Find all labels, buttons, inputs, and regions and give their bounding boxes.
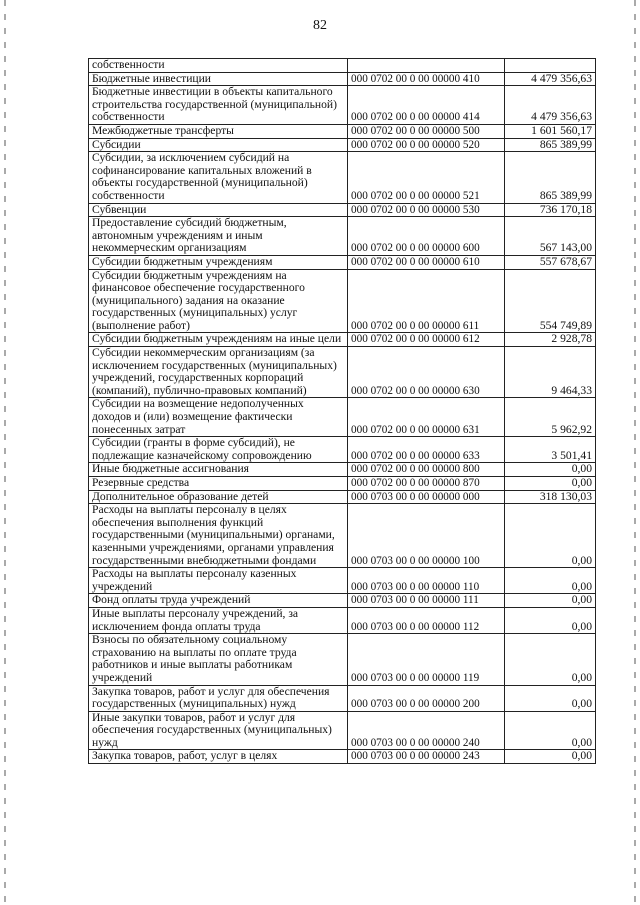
table-row [89, 463, 596, 477]
row-code-cell: 000 0702 00 0 00 00000 630 [348, 347, 505, 398]
scan-edge-left [4, 0, 6, 905]
row-amount-cell [505, 59, 596, 73]
row-amount-cell: 0,00 [505, 477, 596, 491]
scan-edge-right [634, 0, 636, 905]
row-amount-cell: 865 389,99 [505, 152, 596, 203]
row-name-cell: Субсидии бюджетным учреждениям на финансовое обеспечение государственного (муниципального) задания на оказание государственных (муниципальных) услуг (выполнение работ) [89, 269, 348, 333]
table-row [89, 711, 596, 750]
row-amount-cell: 0,00 [505, 607, 596, 633]
row-amount-cell: 318 130,03 [505, 490, 596, 504]
table-row [89, 685, 596, 711]
row-code-cell: 000 0702 00 0 00 00000 631 [348, 398, 505, 437]
row-code-cell: 000 0702 00 0 00 00000 410 [348, 72, 505, 86]
table-row [89, 607, 596, 633]
table-row [89, 634, 596, 685]
row-code-cell: 000 0703 00 0 00 00000 240 [348, 711, 505, 750]
row-amount-cell: 865 389,99 [505, 138, 596, 152]
row-name-cell: собственности [89, 59, 348, 73]
row-amount-cell: 567 143,00 [505, 217, 596, 256]
row-name-cell: Фонд оплаты труда учреждений [89, 594, 348, 608]
row-name-cell: Субсидии (гранты в форме субсидий), не подлежащие казначейскому сопровождению [89, 437, 348, 463]
table-row [89, 255, 596, 269]
row-name-cell: Расходы на выплаты персоналу в целях обеспечения выполнения функций государственными (муниципальными) органами, казенными учреждениями, органами управления государственными внебюджетными фондами [89, 504, 348, 568]
row-code-cell: 000 0703 00 0 00 00000 000 [348, 490, 505, 504]
table-row [89, 138, 596, 152]
table-row [89, 72, 596, 86]
table-row [89, 203, 596, 217]
row-name-cell: Межбюджетные трансферты [89, 124, 348, 138]
row-code-cell: 000 0702 00 0 00 00000 611 [348, 269, 505, 333]
row-code-cell: 000 0702 00 0 00 00000 610 [348, 255, 505, 269]
table-row [89, 398, 596, 437]
row-name-cell: Субсидии бюджетным учреждениям [89, 255, 348, 269]
table-row [89, 750, 596, 764]
row-amount-cell: 3 501,41 [505, 437, 596, 463]
row-amount-cell: 0,00 [505, 711, 596, 750]
row-code-cell: 000 0702 00 0 00 00000 414 [348, 86, 505, 125]
table-row [89, 437, 596, 463]
page-number: 82 [313, 18, 327, 33]
row-amount-cell: 0,00 [505, 594, 596, 608]
row-amount-cell: 736 170,18 [505, 203, 596, 217]
row-name-cell: Субсидии некоммерческим организациям (за исключением государственных (муниципальных) учреждений, государственных корпораций (компаний), публично-правовых компаний) [89, 347, 348, 398]
table-row [89, 152, 596, 203]
row-code-cell: 000 0703 00 0 00 00000 243 [348, 750, 505, 764]
row-code-cell: 000 0702 00 0 00 00000 500 [348, 124, 505, 138]
row-code-cell: 000 0702 00 0 00 00000 521 [348, 152, 505, 203]
row-code-cell: 000 0703 00 0 00 00000 111 [348, 594, 505, 608]
table-row [89, 477, 596, 491]
row-code-cell: 000 0702 00 0 00 00000 520 [348, 138, 505, 152]
table-row [89, 217, 596, 256]
row-name-cell: Бюджетные инвестиции [89, 72, 348, 86]
row-amount-cell: 0,00 [505, 750, 596, 764]
row-code-cell: 000 0702 00 0 00 00000 612 [348, 333, 505, 347]
table-row [89, 59, 596, 73]
table-row [89, 333, 596, 347]
row-name-cell: Субсидии [89, 138, 348, 152]
row-amount-cell: 554 749,89 [505, 269, 596, 333]
row-name-cell: Субсидии на возмещение недополученных доходов и (или) возмещение фактически понесенных затрат [89, 398, 348, 437]
table-row [89, 269, 596, 333]
row-name-cell: Закупка товаров, работ и услуг для обеспечения государственных (муниципальных) нужд [89, 685, 348, 711]
table-row [89, 490, 596, 504]
table-row [89, 594, 596, 608]
row-amount-cell: 0,00 [505, 463, 596, 477]
row-code-cell: 000 0702 00 0 00 00000 600 [348, 217, 505, 256]
row-code-cell: 000 0703 00 0 00 00000 112 [348, 607, 505, 633]
row-name-cell: Резервные средства [89, 477, 348, 491]
row-name-cell: Взносы по обязательному социальному страхованию на выплаты по оплате труда работников и иные выплаты работникам учреждений [89, 634, 348, 685]
row-amount-cell: 0,00 [505, 685, 596, 711]
row-amount-cell: 0,00 [505, 504, 596, 568]
row-code-cell: 000 0703 00 0 00 00000 110 [348, 568, 505, 594]
row-amount-cell: 5 962,92 [505, 398, 596, 437]
row-code-cell [348, 59, 505, 73]
row-amount-cell: 557 678,67 [505, 255, 596, 269]
row-name-cell: Иные закупки товаров, работ и услуг для обеспечения государственных (муниципальных) нужд [89, 711, 348, 750]
row-name-cell: Бюджетные инвестиции в объекты капитального строительства государственной (муниципальной) собственности [89, 86, 348, 125]
budget-table-body [89, 59, 596, 764]
row-amount-cell: 0,00 [505, 568, 596, 594]
table-row [89, 568, 596, 594]
row-amount-cell: 0,00 [505, 634, 596, 685]
row-code-cell: 000 0702 00 0 00 00000 870 [348, 477, 505, 491]
row-name-cell: Субсидии, за исключением субсидий на софинансирование капитальных вложений в объекты государственной (муниципальной) собственности [89, 152, 348, 203]
table-row [89, 347, 596, 398]
table-row [89, 86, 596, 125]
row-name-cell: Иные бюджетные ассигнования [89, 463, 348, 477]
row-name-cell: Расходы на выплаты персоналу казенных учреждений [89, 568, 348, 594]
row-code-cell: 000 0702 00 0 00 00000 530 [348, 203, 505, 217]
table-row [89, 124, 596, 138]
row-amount-cell: 2 928,78 [505, 333, 596, 347]
row-amount-cell: 4 479 356,63 [505, 72, 596, 86]
row-amount-cell: 1 601 560,17 [505, 124, 596, 138]
budget-table [88, 58, 596, 764]
row-name-cell: Закупка товаров, работ, услуг в целях [89, 750, 348, 764]
row-name-cell: Субвенции [89, 203, 348, 217]
row-code-cell: 000 0702 00 0 00 00000 633 [348, 437, 505, 463]
row-code-cell: 000 0702 00 0 00 00000 800 [348, 463, 505, 477]
table-row [89, 504, 596, 568]
row-name-cell: Дополнительное образование детей [89, 490, 348, 504]
row-amount-cell: 4 479 356,63 [505, 86, 596, 125]
row-name-cell: Иные выплаты персоналу учреждений, за исключением фонда оплаты труда [89, 607, 348, 633]
row-name-cell: Предоставление субсидий бюджетным, автономным учреждениям и иным некоммерческим организациям [89, 217, 348, 256]
row-code-cell: 000 0703 00 0 00 00000 200 [348, 685, 505, 711]
row-amount-cell: 9 464,33 [505, 347, 596, 398]
row-code-cell: 000 0703 00 0 00 00000 119 [348, 634, 505, 685]
row-name-cell: Субсидии бюджетным учреждениям на иные цели [89, 333, 348, 347]
row-code-cell: 000 0703 00 0 00 00000 100 [348, 504, 505, 568]
